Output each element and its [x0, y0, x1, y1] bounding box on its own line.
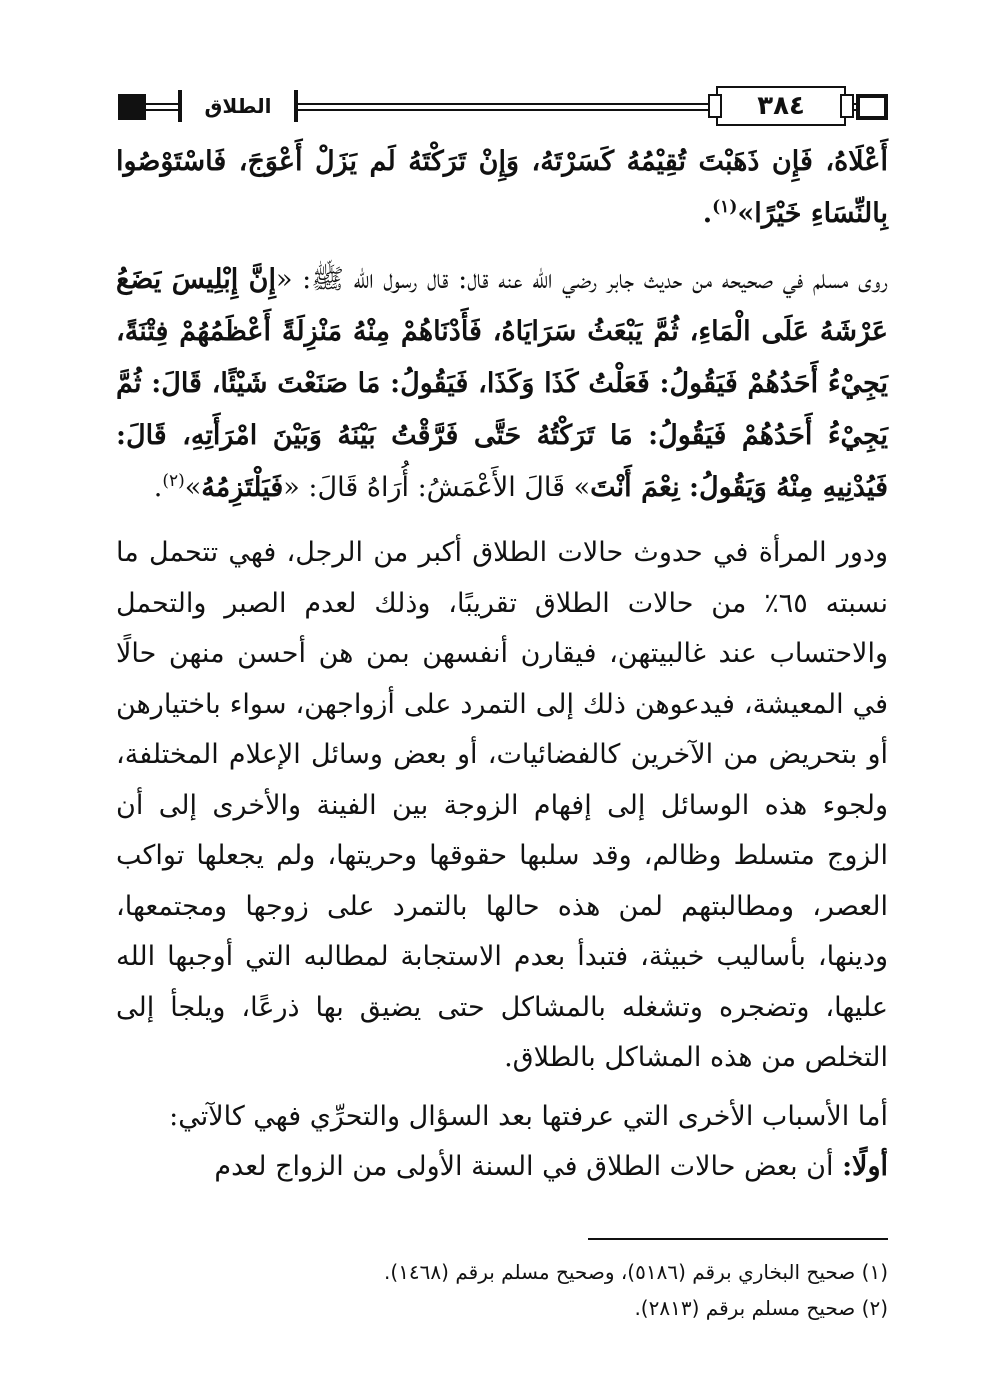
chapter-title: الطلاق	[204, 94, 272, 118]
hadith-continuation	[116, 136, 888, 240]
page-number-frame	[716, 86, 846, 126]
main-text	[116, 136, 888, 1192]
first-reason-text: أن بعض حالات الطلاق في السنة الأولى من الزواج لعدم	[214, 1150, 843, 1182]
hadith-end: .	[702, 198, 713, 229]
paragraph-other-reasons: أما الأسباب الأخرى التي عرفتها بعد السؤال والتحرِّي فهي كالآتي:	[169, 1100, 888, 1132]
page-header	[118, 84, 888, 128]
footnote-2: (٢) صحيح مسلم برقم (٢٨١٣).	[634, 1296, 888, 1320]
header-corner-square	[856, 94, 888, 120]
chapter-title-frame	[178, 90, 298, 122]
hadith-text: أَعْلَاهُ، فَإِن ذَهَبْتَ تُقِيْمُهُ كَسَرْتَهُ، وَإِنْ تَرَكْتَهُ لَم يَزَلْ أَعْوَجَ، فَاسْتَوْصُوا بِالنِّسَاءِ خَيْرًا»	[116, 146, 888, 229]
footnotes	[116, 1254, 888, 1326]
paragraph-first-reason	[116, 1142, 888, 1192]
page-number: ٣٨٤	[757, 91, 805, 121]
footnote-ref-1: (١)	[712, 197, 738, 217]
paragraph-end: .	[153, 472, 163, 503]
narration-outro: » قَالَ الأَعْمَشُ: أُرَاهُ قَالَ: «	[283, 472, 591, 503]
paragraph-iblis-hadith	[116, 254, 888, 514]
narration-intro: روى مسلم في صحيحه من حديث جابر رضي الله عنه قال: قال رسول الله ﷺ: «	[276, 264, 888, 295]
hadith-last-word: فَيَلْتَزِمُهُ	[201, 472, 284, 503]
paragraph-woman-role: ودور المرأة في حدوث حالات الطلاق أكبر من الرجل، فهي تتحمل ما نسبته ٦٥٪ من حالات الطلاق تقريبًا، وذلك لعدم الصبر والتحمل والاحتساب عند غالبيتهن، فيقارن أنفسهن بمن هن أحسن منهن حالًا في المعيشة، فيدعوهن ذلك إلى التمرد على أزواجهن، سواء باختيارهن أو بتحريض من الآخرين كالفضائيات، أو بعض وسائل الإعلام المختلفة، ولجوء هذه الوسائل إلى إفهام الزوجة بين الفينة والأخرى إلى أن الزوج متسلط وظالم، وقد سلبها حقوقها وحريتها، ولم يجعلها تواكب العصر، ومطالبتهم لمن هذه حالها بالتمرد على زوجها ومجتمعها، ودينها، بأساليب خبيثة، فتبدأ بعدم الاستجابة لمطالبه التي أوجبها الله عليها، وتضجره وتشغله بالمشاكل حتى يضيق بها ذرعًا، ويلجأ إلى التخلص من هذه المشاكل بالطلاق.	[116, 537, 888, 1073]
footnote-1: (١) صحيح البخاري برقم (٥١٨٦)، وصحيح مسلم برقم (١٤٦٨).	[384, 1260, 888, 1284]
quote-close: »	[184, 472, 202, 503]
header-corner-block	[118, 94, 146, 120]
footnote-separator	[588, 1238, 888, 1240]
iblis-hadith-text: إِنَّ إِبْلِيسَ يَضَعُ عَرْشَهُ عَلَى الْمَاءِ، ثُمَّ يَبْعَثُ سَرَايَاهُ، فَأَدْنَاهُمْ مِنْهُ مَنْزِلَةً أَعْظَمُهُمْ فِتْنَةً، يَجِيْءُ أَحَدُهُمْ فَيَقُولُ: فَعَلْتُ كَذَا وَكَذَا، فَيَقُولُ: مَا صَنَعْتَ شَيْئًا، قَالَ: ثُمَّ يَجِيْءُ أَحَدُهُمْ فَيَقُولُ: مَا تَرَكْتُهُ حَتَّى فَرَّقْتُ بَيْنَهُ وَبَيْنَ امْرَأَتِهِ، قَالَ: فَيُدْنِيهِ مِنْهُ وَيَقُولُ: نِعْمَ أَنْتَ	[116, 264, 888, 503]
footnote-ref-2: (٢)	[162, 471, 185, 491]
first-reason-lead: أولًا:	[842, 1150, 888, 1182]
